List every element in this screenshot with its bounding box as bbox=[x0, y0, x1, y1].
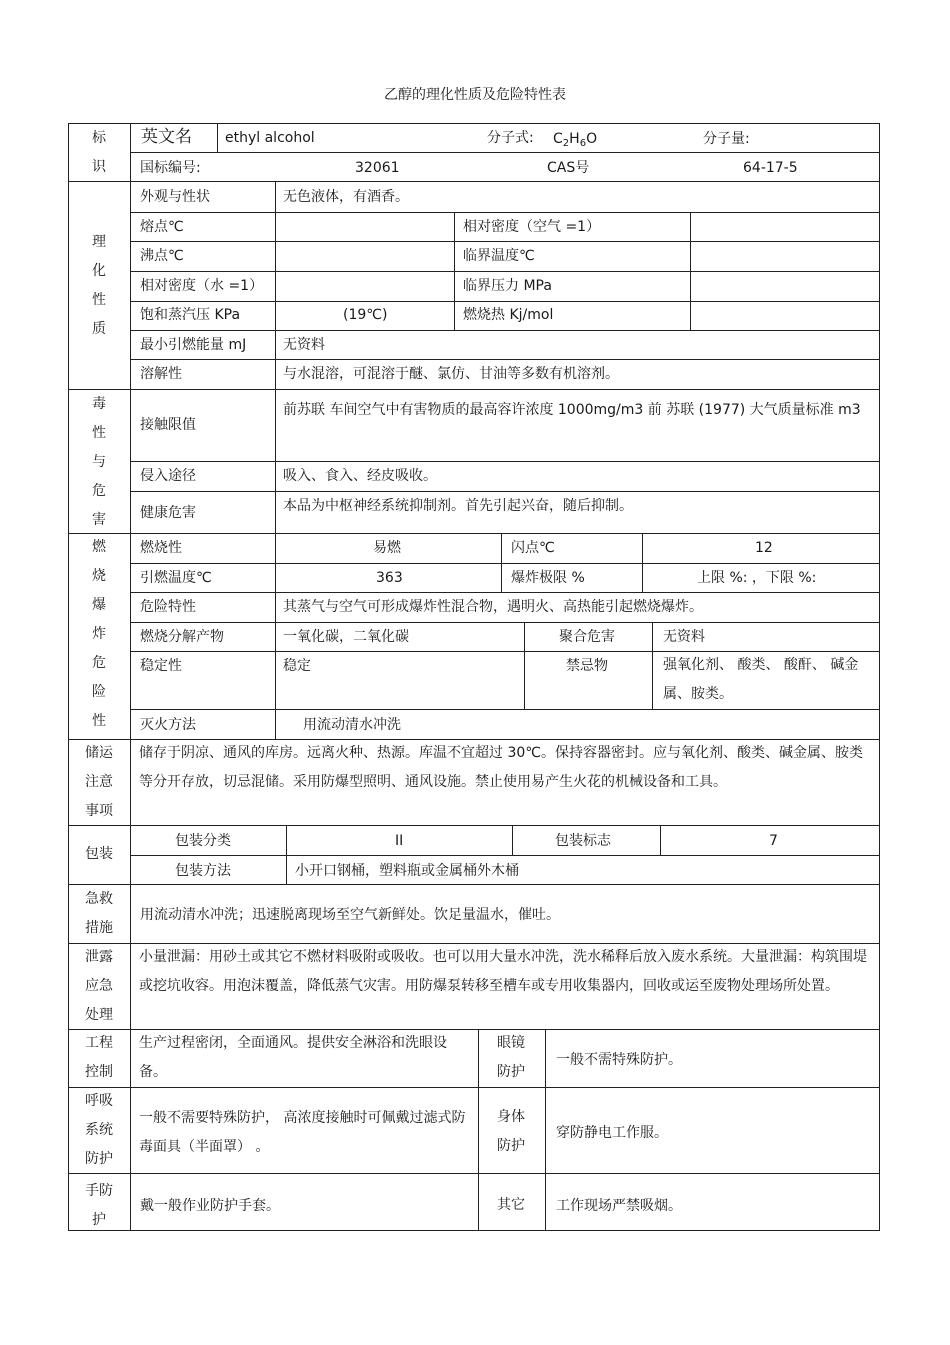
packaging-method-label: 包装方法 bbox=[175, 863, 231, 879]
combustion-products-value: 一氧化碳，二氧化碳 bbox=[283, 629, 409, 645]
section-spill-response: 泄露 应急 处理 bbox=[85, 949, 113, 1023]
section-storage: 储运 注意 事项 bbox=[85, 745, 113, 819]
hazard-characteristics-value: 其蒸气与空气可形成爆炸性混合物，遇明火、高热能引起燃烧爆炸。 bbox=[283, 599, 703, 615]
flash-point-value: 12 bbox=[755, 540, 773, 556]
body-protection-label: 身体 防护 bbox=[497, 1109, 525, 1154]
english-name-value: ethyl alcohol bbox=[225, 130, 315, 146]
other-protection-label: 其它 bbox=[497, 1197, 525, 1213]
solubility-label: 溶解性 bbox=[140, 366, 182, 382]
packaging-mark-label: 包装标志 bbox=[555, 833, 611, 849]
packaging-mark-value: 7 bbox=[769, 833, 778, 849]
engineering-control-label: 工程 控制 bbox=[85, 1035, 113, 1080]
cas-label: CAS号 bbox=[547, 160, 590, 176]
cas-value: 64-17-5 bbox=[743, 160, 798, 176]
stability-value: 稳定 bbox=[283, 658, 311, 674]
section-fire-hazard: 燃 烧 爆 炸 危 险 性 bbox=[92, 539, 106, 729]
engineering-control-value: 生产过程密闭，全面通风。提供安全淋浴和洗眼设备。 bbox=[139, 1035, 447, 1080]
explosive-limit-value: 上限 %: ，下限 %: bbox=[697, 570, 817, 586]
respiratory-protection-value: 一般不需要特殊防护， 高浓度接触时可佩戴过滤式防毒面具（半面罩） 。 bbox=[139, 1110, 466, 1155]
vapor-pressure-label: 饱和蒸汽压 KPa bbox=[140, 307, 241, 323]
hazard-characteristics-label: 危险特性 bbox=[140, 599, 196, 615]
formula-label: 分子式: bbox=[487, 130, 534, 146]
page-title: 乙醇的理化性质及危险特性表 bbox=[384, 87, 566, 103]
hand-protection-label: 手防 护 bbox=[85, 1183, 113, 1228]
flash-point-label: 闪点℃ bbox=[511, 540, 555, 556]
incompatible-materials-value: 强氧化剂、 酸类、 酸酐、 碱金属、胺类。 bbox=[663, 657, 859, 702]
section-first-aid: 急救 措施 bbox=[85, 891, 113, 936]
explosive-limit-label: 爆炸极限 % bbox=[511, 570, 585, 586]
relative-density-water-label: 相对密度（水 =1） bbox=[140, 278, 264, 294]
solubility-value: 与水混溶，可混溶于醚、氯仿、甘油等多数有机溶剂。 bbox=[283, 366, 619, 382]
section-physchem: 理 化 性 质 bbox=[92, 234, 106, 337]
incompatible-materials-label: 禁忌物 bbox=[566, 658, 608, 674]
section-packaging: 包装 bbox=[85, 846, 113, 862]
spill-response-text: 小量泄漏：用砂土或其它不燃材料吸附或吸收。也可以用大量水冲洗，洗水稀释后放入废水系统。大量泄漏：构筑围堤或挖坑收容。用泡沫覆盖，降低蒸气灾害。用防爆泵转移至槽车或专用收集器内，回收或运至废物处理场所处置。 bbox=[139, 949, 867, 994]
un-number-label: 国标编号: bbox=[140, 160, 201, 176]
vapor-pressure-value: (19℃) bbox=[343, 307, 388, 323]
appearance-label: 外观与性状 bbox=[140, 189, 210, 205]
flammability-label: 燃烧性 bbox=[140, 540, 182, 556]
molecular-weight-label: 分子量: bbox=[703, 131, 750, 147]
stability-label: 稳定性 bbox=[140, 658, 182, 674]
first-aid-text: 用流动清水冲洗；迅速脱离现场至空气新鲜处。饮足量温水，催吐。 bbox=[140, 907, 560, 923]
critical-pressure-label: 临界压力 MPa bbox=[463, 278, 552, 294]
eye-protection-value: 一般不需特殊防护。 bbox=[556, 1052, 682, 1068]
entry-route-label: 侵入途径 bbox=[140, 468, 196, 484]
autoignition-label: 引燃温度℃ bbox=[140, 570, 212, 586]
extinguishing-method-label: 灭火方法 bbox=[140, 717, 196, 733]
relative-density-air-label: 相对密度（空气 =1） bbox=[463, 219, 601, 235]
min-ignition-energy-label: 最小引燃能量 mJ bbox=[140, 337, 247, 353]
critical-temperature-label: 临界温度℃ bbox=[463, 248, 535, 264]
packaging-class-value: II bbox=[395, 833, 404, 849]
respiratory-protection-label: 呼吸 系统 防护 bbox=[85, 1093, 113, 1167]
melting-point-label: 熔点℃ bbox=[140, 219, 184, 235]
health-hazard-value: 本品为中枢神经系统抑制剂。首先引起兴奋，随后抑制。 bbox=[283, 498, 633, 514]
english-name-label: 英文名 bbox=[141, 127, 192, 147]
packaging-class-label: 包装分类 bbox=[175, 833, 231, 849]
boiling-point-label: 沸点℃ bbox=[140, 248, 184, 264]
storage-text: 储存于阴凉、通风的库房。远离火种、热源。库温不宜超过 30℃。保持容器密封。应与氧化剂、酸类、碱金属、胺类等分开存放，切忌混储。采用防爆型照明、通风设施。禁止使用易产生火花的机械设备和工具。 bbox=[139, 745, 863, 790]
hand-protection-value: 戴一般作业防护手套。 bbox=[140, 1198, 280, 1214]
eye-protection-label: 眼镜 防护 bbox=[497, 1035, 525, 1080]
health-hazard-label: 健康危害 bbox=[140, 505, 196, 521]
exposure-limit-label: 接触限值 bbox=[140, 417, 196, 433]
polymerization-hazard-value: 无资料 bbox=[663, 629, 705, 645]
combustion-products-label: 燃烧分解产物 bbox=[140, 629, 224, 645]
section-identification: 标 识 bbox=[92, 130, 106, 175]
min-ignition-energy-value: 无资料 bbox=[283, 337, 325, 353]
extinguishing-method-value: 用流动清水冲洗 bbox=[303, 717, 401, 733]
appearance-value: 无色液体，有酒香。 bbox=[283, 189, 409, 205]
exposure-limit-value: 前苏联 车间空气中有害物质的最高容许浓度 1000mg/m3 前 苏联 (1977) 大气质量标准 m3 bbox=[283, 402, 861, 418]
other-protection-value: 工作现场严禁吸烟。 bbox=[556, 1198, 682, 1214]
combustion-heat-label: 燃烧热 Kj/mol bbox=[463, 307, 554, 323]
msds-table bbox=[68, 123, 880, 1231]
formula-value: $C_2H_6O$ bbox=[553, 131, 598, 149]
packaging-method-value: 小开口钢桶，塑料瓶或金属桶外木桶 bbox=[295, 863, 519, 879]
body-protection-value: 穿防静电工作服。 bbox=[556, 1125, 668, 1141]
section-toxicity: 毒 性 与 危 害 bbox=[92, 396, 106, 528]
entry-route-value: 吸入、食入、经皮吸收。 bbox=[283, 468, 437, 484]
autoignition-value: 363 bbox=[376, 570, 403, 586]
un-number-value: 32061 bbox=[355, 160, 400, 176]
polymerization-hazard-label: 聚合危害 bbox=[559, 629, 615, 645]
flammability-value: 易燃 bbox=[373, 540, 401, 556]
